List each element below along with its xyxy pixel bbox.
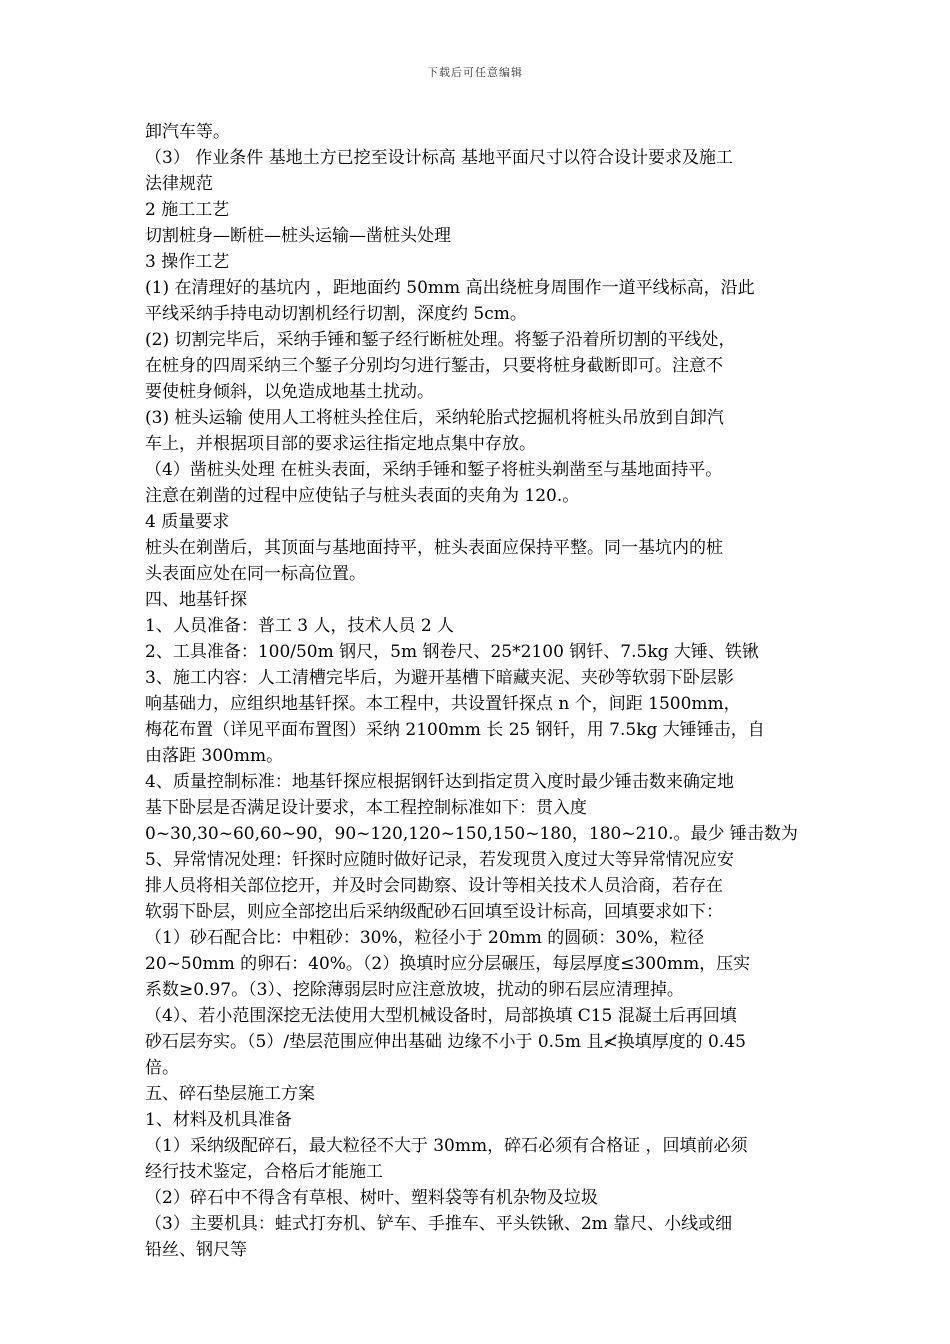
- page-header: 下载后可任意编辑: [427, 66, 523, 79]
- text-line: 法律规范: [145, 174, 213, 194]
- text-line: 3 操作工艺: [145, 252, 230, 272]
- text-line: 倍。: [145, 1058, 179, 1078]
- text-line: （3） 作业条件 基地土方已挖至设计标高 基地平面尺寸以符合设计要求及施工: [145, 148, 734, 168]
- text-line: 桩头在剃凿后，其顶面与基地面持平，桩头表面应保持平整。同一基坑内的桩: [145, 538, 723, 558]
- text-line: 梅花布置（详见平面布置图）采纳 2100mm 长 25 钢钎，用 7.5kg 大锤锤击，自: [145, 720, 765, 740]
- text-line: 4 质量要求: [145, 512, 230, 532]
- text-line: (2) 切割完毕后，采纳手锤和錾子经行断桩处理。将錾子沿着所切割的平线处，: [145, 330, 736, 350]
- text-line: 2 施工工艺: [145, 200, 230, 220]
- text-line: 在桩身的四周采纳三个錾子分别均匀进行錾击，只要将桩身截断即可。注意不: [145, 356, 723, 376]
- text-line: （1）采纳级配碎石，最大粒径不大于 30mm，碎石必须有合格证 ，回填前必须: [145, 1136, 748, 1156]
- text-line: 系数≥0.97。（3）、挖除薄弱层时应注意放坡，扰动的卵石层应清理掉。: [145, 980, 684, 1000]
- text-line: 砂石层夯实。（5）/垫层范围应伸出基础 边缘不小于 0.5m 且≮换填厚度的 0.45: [145, 1032, 746, 1052]
- text-line: 铅丝、钢尺等: [145, 1240, 247, 1260]
- text-line: 注意在剃凿的过程中应使钻子与桩头表面的夹角为 120.。: [145, 486, 580, 506]
- text-line: 0~30,30~60,60~90，90~120,120~150,150~180，180~210.。最少 锤击数为: [145, 824, 798, 844]
- text-line: 20~50mm 的卵石：40%。（2）换填时应分层碾压，每层厚度≤300mm，压实: [145, 954, 751, 974]
- text-line: （3）主要机具：蛙式打夯机、铲车、手推车、平头铁锹、2m 靠尺、小线或细: [145, 1214, 733, 1234]
- text-line: 四、地基钎探: [145, 590, 247, 610]
- text-line: 排人员将相关部位挖开，并及时会同勘察、设计等相关技术人员洽商，若存在: [145, 876, 723, 896]
- text-line: 响基础力，应组织地基钎探。本工程中，共设置钎探点 n 个，间距 1500mm，: [145, 694, 741, 714]
- text-line: 软弱下卧层，则应全部挖出后采纳级配砂石回填至设计标高，回填要求如下：: [145, 902, 723, 922]
- text-line: 卸汽车等。: [145, 122, 230, 142]
- text-line: 头表面应处在同一标高位置。: [145, 564, 366, 584]
- text-line: 五、碎石垫层施工方案: [145, 1084, 315, 1104]
- text-line: (1) 在清理好的基坑内 ，距地面约 50mm 高出绕桩身周围作一道平线标高，沿此: [145, 278, 755, 298]
- text-line: 平线采纳手持电动切割机经行切割，深度约 5cm。: [145, 304, 527, 324]
- text-line: （4）凿桩头处理 在桩头表面，采纳手锤和錾子将桩头剃凿至与基地面持平。: [145, 460, 723, 480]
- text-line: 经行技术鉴定，合格后才能施工: [145, 1162, 383, 1182]
- text-line: 2、工具准备：100/50m 钢尺，5m 钢卷尺、25*2100 钢钎、7.5kg 大锤、铁锹: [145, 642, 759, 662]
- text-line: 5、异常情况处理：钎探时应随时做好记录，若发现贯入度过大等异常情况应安: [145, 850, 734, 870]
- text-line: 由落距 300mm。: [145, 746, 284, 766]
- text-line: 车上，并根据项目部的要求运往指定地点集中存放。: [145, 434, 536, 454]
- text-line: （1）砂石配合比：中粗砂：30%，粒径小于 20mm 的圆硕：30%，粒径: [145, 928, 705, 948]
- text-line: 1、材料及机具准备: [145, 1110, 292, 1130]
- text-line: 4、质量控制标准：地基钎探应根据钢钎达到指定贯入度时最少锤击数来确定地: [145, 772, 734, 792]
- document-body: [145, 119, 807, 1263]
- text-line: 切割桩身—断桩—桩头运输—凿桩头处理: [145, 226, 451, 246]
- text-line: 3、施工内容：人工清槽完毕后，为避开基槽下暗藏夹泥、夹砂等软弱下卧层影: [145, 668, 734, 688]
- text-line: 要使桩身倾斜，以免造成地基土扰动。: [145, 382, 434, 402]
- text-line: （4）、若小范围深挖无法使用大型机械设备时，局部换填 C15 混凝土后再回填: [145, 1006, 737, 1026]
- text-line: （2）碎石中不得含有草根、树叶、塑料袋等有机杂物及垃圾: [145, 1188, 598, 1208]
- text-line: 基下卧层是否满足设计要求，本工程控制标准如下：贯入度: [145, 798, 587, 818]
- text-line: (3) 桩头运输 使用人工将桩头拴住后，采纳轮胎式挖掘机将桩头吊放到自卸汽: [145, 408, 724, 428]
- text-line: 1、人员准备：普工 3 人，技术人员 2 人: [145, 616, 455, 636]
